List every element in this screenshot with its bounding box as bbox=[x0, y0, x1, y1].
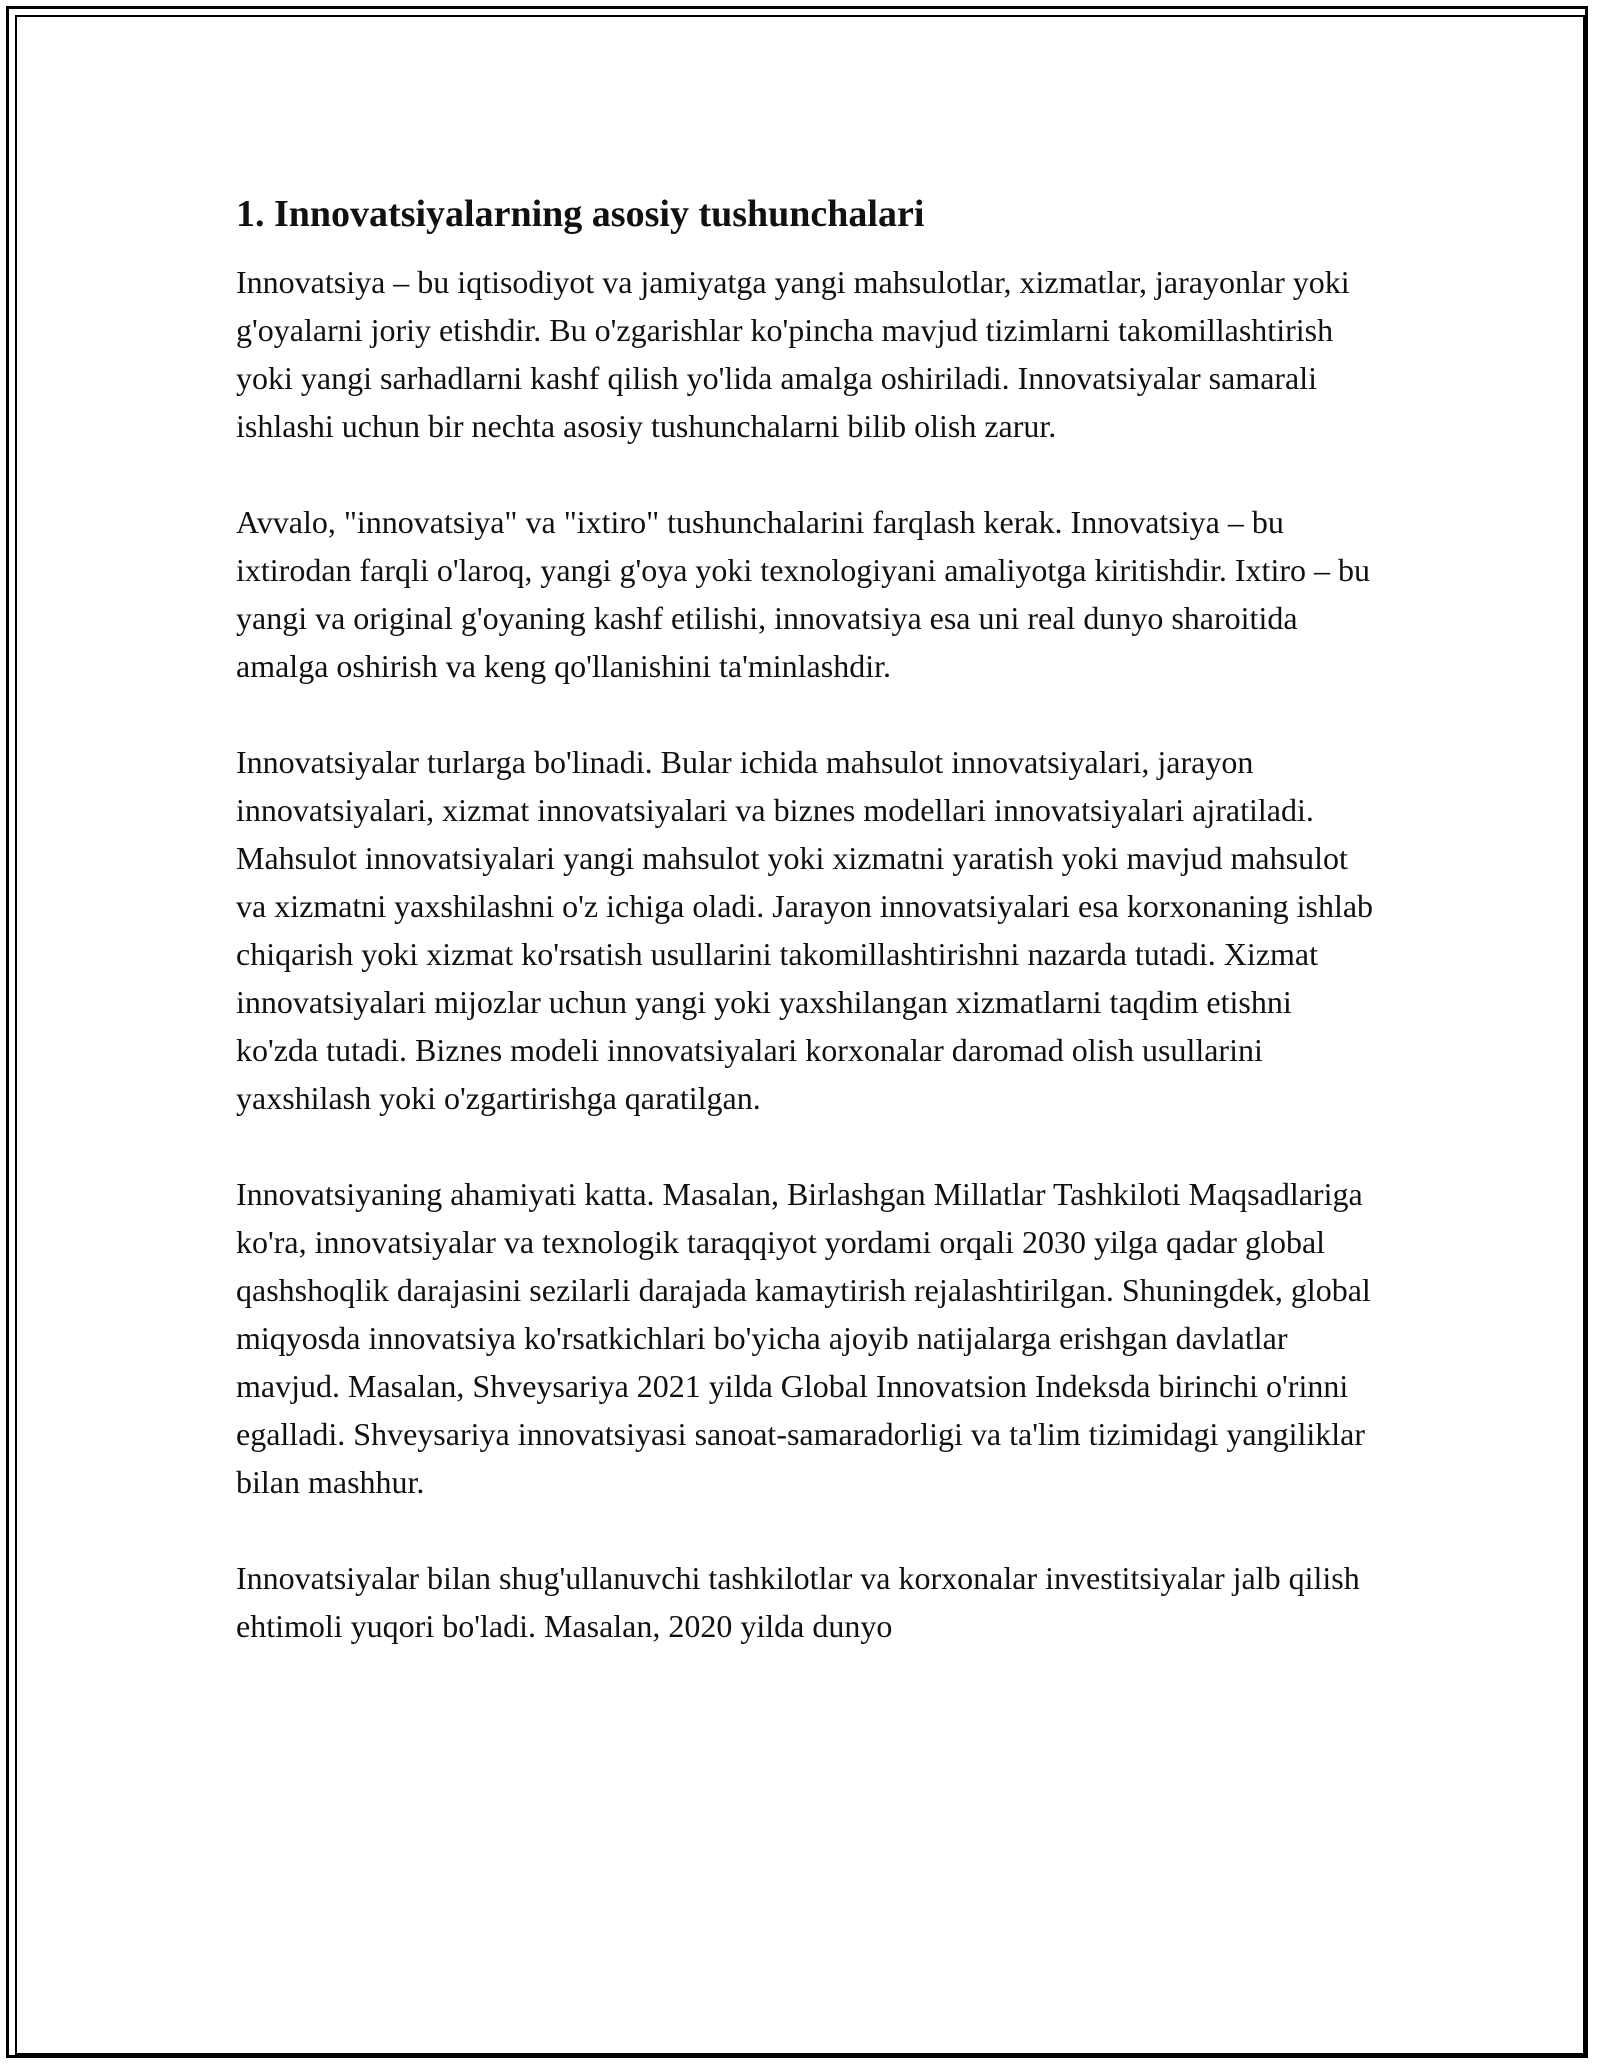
section-heading: 1. Innovatsiyalarning asosiy tushunchalari bbox=[236, 193, 925, 235]
paragraph-definition: Innovatsiya – bu iqtisodiyot va jamiyatga yangi mahsulotlar, xizmatlar, jarayonlar yoki g'oyalarni joriy etishdir. Bu o'zgarishlar ko'pincha mavjud tizimlarni takomillashtirish yoki yangi sarhadlarni kashf qilish yo'lida amalga oshiriladi. Innovatsiyalar samarali ishlashi uchun bir nechta asosiy tushunchalarni bilib olish zarur. bbox=[236, 264, 1350, 444]
paragraph-innovation-vs-invention: Avvalo, "innovatsiya" va "ixtiro" tushunchalarini farqlash kerak. Innovatsiya – bu ixtirodan farqli o'laroq, yangi g'oya yoki texnologiyani amaliyotga kiritishdir. Ixtiro – bu yangi va original g'oyaning kashf etilishi, innovatsiya esa uni real dunyo sharoitida amalga oshirish va keng qo'llanishini ta'minlashdir. bbox=[236, 504, 1370, 684]
paragraph-innovation-types: Innovatsiyalar turlarga bo'linadi. Bular ichida mahsulot innovatsiyalari, jarayon innovatsiyalari, xizmat innovatsiyalari va biznes modellari innovatsiyalari ajratiladi. Mahsulot innovatsiyalari yangi mahsulot yoki xizmatni yaratish yoki mavjud mahsulot va xizmatni yaxshilashni o'z ichiga oladi. Jarayon innovatsiyalari esa korxonaning ishlab chiqarish yoki xizmat ko'rsatish usullarini takomillashtirishni nazarda tutadi. Xizmat innovatsiyalari mijozlar uchun yangi yoki yaxshilangan xizmatlarni taqdim etishni ko'zda tutadi. Biznes modeli innovatsiyalari korxonalar daromad olish usullarini yaxshilash yoki o'zgartirishga qaratilgan. bbox=[236, 744, 1374, 1116]
paragraph-investment: Innovatsiyalar bilan shug'ullanuvchi tashkilotlar va korxonalar investitsiyalar jalb qilish ehtimoli yuqori bo'ladi. Masalan, 2020 yilda dunyo bbox=[236, 1560, 1360, 1644]
paragraph-innovation-importance: Innovatsiyaning ahamiyati katta. Masalan, Birlashgan Millatlar Tashkiloti Maqsadlariga ko'ra, innovatsiyalar va texnologik taraqqiyot yordami orqali 2030 yilga qadar global qashshoqlik darajasini sezilarli darajada kamaytirish rejalashtirilgan. Shuningdek, global miqyosda innovatsiya ko'rsatkichlari bo'yicha ajoyib natijalarga erishgan davlatlar mavjud. Masalan, Shveysariya 2021 yilda Global Innovatsion Indeksda birinchi o'rinni egalladi. Shveysariya innovatsiyasi sanoat-samaradorligi va ta'lim tizimidagi yangiliklar bilan mashhur. bbox=[236, 1176, 1371, 1500]
document-body bbox=[236, 188, 1376, 1698]
